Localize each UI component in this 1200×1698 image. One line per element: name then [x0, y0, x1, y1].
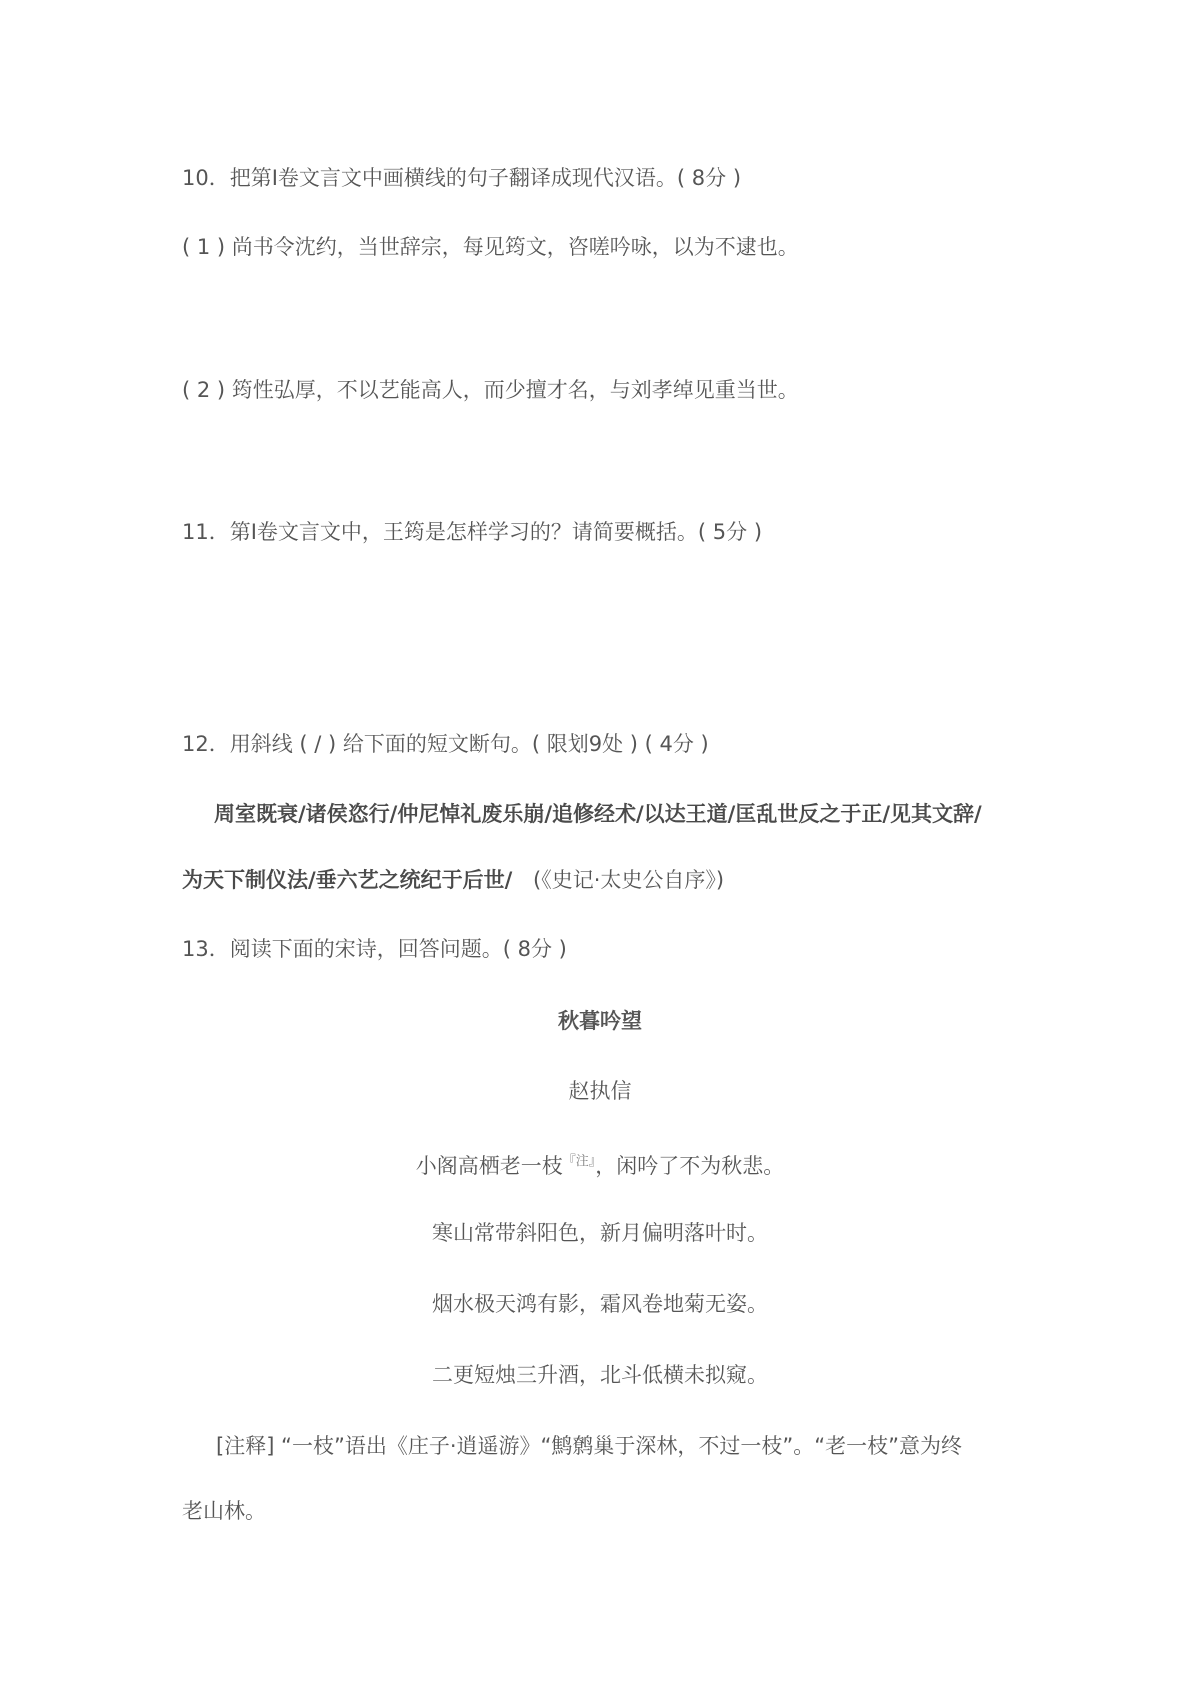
poem-line-3: 烟水极天鸿有影，霜风卷地菊无姿。 [432, 1292, 768, 1316]
q12-text-line1: 周室既衰/诸侯恣行/仲尼悼礼废乐崩/追修经术/以达王道/匡乱世反之于正/见其文辞/ [214, 802, 982, 826]
q13-title: 13．阅读下面的宋诗，回答问题。( 8分 ) [182, 937, 567, 961]
q11-title: 11．第Ⅰ卷文言文中，王筠是怎样学习的？请简要概括。( 5分 ) [182, 520, 763, 544]
q12-text-line2 [182, 866, 724, 894]
q12-source: (《史记·太史公自序》) [533, 868, 725, 892]
poem-note-marker: 『注』 [562, 1154, 596, 1169]
q10-sub1: ( 1 ) 尚书令沈约，当世辞宗，每见筠文，咨嗟吟咏，以为不逮也。 [182, 235, 799, 259]
poem-line-1-a: 小阁高栖老一枝 [415, 1154, 563, 1178]
poem-annotation-line2: 老山林。 [182, 1499, 266, 1523]
poem-line-4: 二更短烛三升酒，北斗低横未拟窥。 [432, 1363, 768, 1387]
poem-author: 赵执信 [568, 1079, 632, 1103]
q12-title: 12．用斜线 ( / ) 给下面的短文断句。( 限划9处 ) ( 4分 ) [182, 732, 709, 756]
poem-line-2: 寒山常带斜阳色，新月偏明落叶时。 [432, 1221, 768, 1245]
q10-sub2: ( 2 ) 筠性弘厚，不以艺能高人，而少擅才名，与刘孝绰见重当世。 [182, 378, 799, 402]
q12-text-line2-body: 为天下制仪法/垂六艺之统纪于后世/ [182, 868, 513, 892]
poem-line-1 [0, 1148, 1200, 1180]
poem-annotation-line1: [注释] “一枝”语出《庄子·逍遥游》“鹪鹩巢于深林，不过一枝”。“老一枝”意为终 [216, 1434, 963, 1458]
poem-line-1-b: ，闲吟了不为秋悲。 [595, 1154, 785, 1178]
poem-title: 秋暮吟望 [558, 1009, 642, 1033]
q10-title: 10．把第Ⅰ卷文言文中画横线的句子翻译成现代汉语。( 8分 ) [182, 166, 742, 190]
